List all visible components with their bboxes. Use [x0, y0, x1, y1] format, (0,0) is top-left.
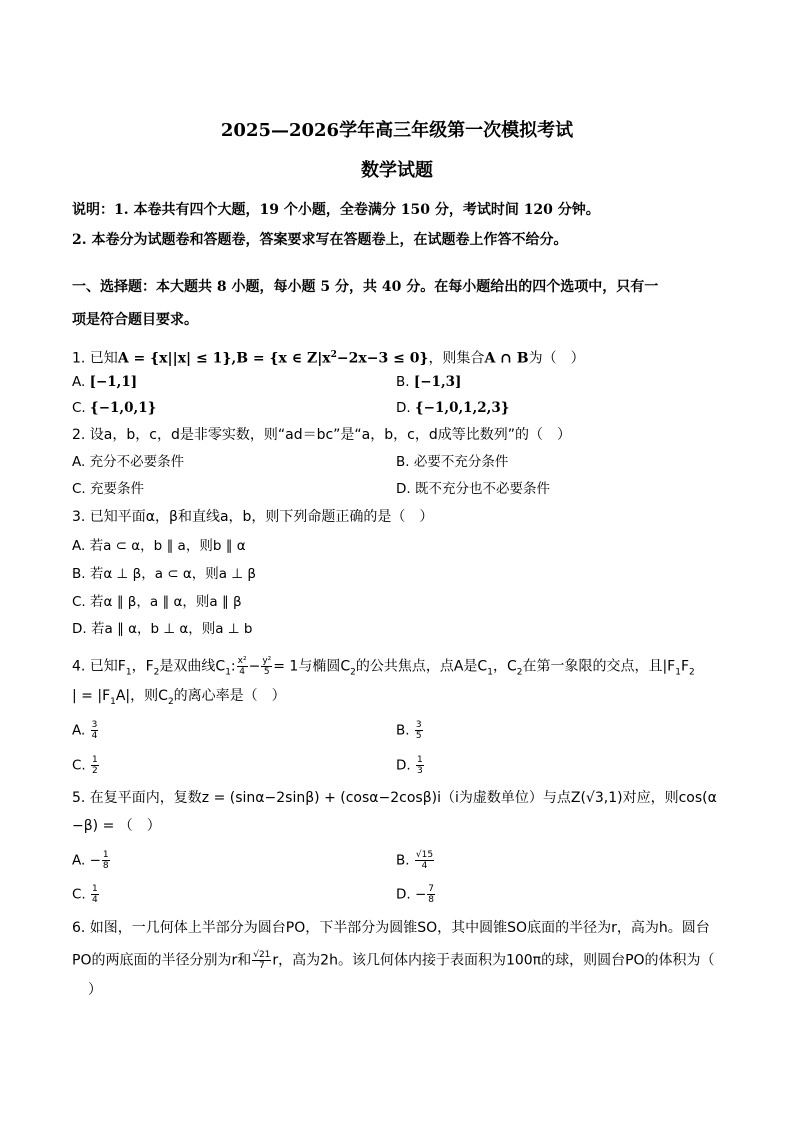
q1-option-b	[396, 373, 461, 391]
question-1-stem	[72, 346, 585, 368]
q4-sub: 2	[153, 667, 160, 678]
q4-option-b	[396, 720, 424, 741]
q1-math: A = {x||x| ≤ 1},B = {x ∈ Z|x	[117, 350, 331, 367]
q4-text: F	[680, 658, 690, 675]
q3-option-a: A. 若a ⊂ α，b ∥ a，则b ∥ α	[72, 538, 246, 554]
q4-sub: 2	[167, 696, 174, 707]
question-2-stem: 2. 设a，b，c，d是非零实数，则“ad＝bc”是“a，b，c，d成等比数列”的（ ）	[72, 427, 571, 443]
q4-text: 在第一象限的交点，且|F	[522, 658, 676, 675]
fraction-numerator: 1	[416, 755, 423, 765]
fraction-denominator: 4	[92, 895, 98, 905]
q6-text: PO的两底面的半径分别为r和	[72, 952, 252, 969]
instruction-line-2: 2. 本卷分为试题卷和答题卷，答案要求写在答题卷上，在试题卷上作答不给分。	[72, 232, 568, 248]
option-label: A.	[72, 852, 90, 869]
question-3-stem: 3. 已知平面α，β和直线a，b，则下列命题正确的是（ ）	[72, 509, 434, 525]
option-fraction	[415, 850, 434, 871]
option-value: [−1,3]	[413, 374, 462, 390]
q4-sub: 2	[350, 667, 356, 678]
q4-text: = 1与椭圆C	[273, 658, 351, 675]
option-sign: −	[89, 852, 101, 869]
fraction-denominator: 5	[415, 731, 422, 741]
q4-sub: 2	[689, 667, 695, 678]
q4-text: 是双曲线C	[159, 658, 226, 675]
fraction-numerator: 1	[92, 755, 98, 765]
q1-option-a	[72, 373, 137, 391]
q4-sub: 1	[225, 667, 231, 678]
fraction-numerator: 1	[102, 850, 109, 860]
q1-prefix: 1. 已知	[72, 350, 118, 367]
q3-option-b: B. 若α ⊥ β，a ⊂ α，则a ⊥ β	[72, 566, 256, 582]
option-label: C.	[72, 757, 91, 774]
option-fraction	[427, 884, 435, 905]
fraction-denominator: 2	[92, 766, 98, 776]
q4-option-d	[396, 755, 425, 776]
q1-sup: 2	[330, 350, 337, 360]
q4-text: 的离心率是（ ）	[173, 688, 286, 704]
instruction-line-1: 说明：1. 本卷共有四个大题，19 个小题，全卷满分 150 分，考试时间 120 分钟。	[72, 202, 600, 218]
q5-option-b	[396, 850, 435, 871]
fraction-numerator: 7	[428, 884, 435, 894]
q2-option-b: B. 必要不充分条件	[396, 454, 509, 470]
fraction-denominator: 4	[91, 731, 98, 741]
option-label: B.	[396, 852, 414, 869]
q6-text: r，高为2h。该几何体内接于表面积为100π的球，则圆台PO的体积为（	[272, 952, 715, 969]
option-fraction	[91, 755, 99, 776]
option-fraction	[102, 850, 110, 871]
q4-text: A|，则C	[115, 688, 168, 704]
option-label: D.	[396, 400, 415, 416]
option-label: B.	[396, 722, 414, 739]
section-heading-line-1: 一、选择题：本大题共 8 小题，每小题 5 分，共 40 分。在每小题给出的四个选项中，只有一	[72, 279, 659, 295]
fraction-denominator: 5	[263, 667, 270, 677]
option-fraction	[91, 884, 99, 905]
exam-title: 2025—2026学年高三年级第一次模拟考试	[220, 120, 574, 141]
q3-option-c: C. 若α ∥ β，a ∥ α，则a ∥ β	[72, 594, 242, 610]
q4-sub: 1	[675, 667, 681, 678]
fraction-numerator: 1	[92, 884, 98, 894]
q5-option-a	[72, 850, 111, 871]
q2-option-a: A. 充分不必要条件	[72, 454, 185, 470]
exam-subtitle: 数学试题	[361, 160, 433, 181]
q1-math-3: A ∩ B	[484, 350, 529, 367]
q4-sub: 1	[125, 667, 132, 678]
q4-sub: 2	[516, 667, 523, 678]
option-fraction	[91, 720, 99, 741]
fraction-numerator: x²	[237, 656, 247, 666]
q4-text: 的公共焦点，点A是C	[355, 658, 488, 675]
section-heading-line-2: 项是符合题目要求。	[72, 312, 198, 328]
radius-fraction	[252, 950, 271, 971]
q5-option-d	[396, 884, 436, 905]
q4-text: :	[230, 658, 236, 675]
q4-text: ，F	[131, 658, 154, 675]
fraction-numerator: √21	[253, 950, 271, 960]
q1-option-d	[396, 399, 509, 417]
fraction-denominator: 7	[258, 961, 265, 971]
hyperbola-x-fraction	[237, 656, 248, 677]
q4-text: | = |F	[72, 688, 111, 704]
question-4-stem-line-2	[72, 687, 286, 711]
q1-option-c	[72, 399, 156, 417]
q4-text: 4. 已知F	[72, 658, 126, 675]
fraction-denominator: 8	[428, 895, 435, 905]
option-label: C.	[72, 400, 91, 416]
question-6-stem-line-2	[72, 950, 715, 971]
fraction-denominator: 4	[421, 861, 428, 871]
q2-option-c: C. 充要条件	[72, 481, 145, 497]
q1-middle: ，则集合	[428, 350, 485, 367]
q2-option-d: D. 既不充分也不必要条件	[396, 481, 550, 497]
question-5-stem-line-1: 5. 在复平面内，复数z = (sinα−2sinβ) + (cosα−2cosβ)i（i为虚数单位）与点Z(√3,1)对应，则cos(α	[72, 790, 717, 806]
option-sign: −	[414, 886, 427, 903]
question-6-stem-line-3: ）	[88, 982, 102, 998]
option-label: A.	[72, 374, 90, 390]
q4-text: ，C	[492, 658, 517, 675]
option-label: C.	[72, 886, 91, 903]
q4-minus: −	[248, 658, 261, 675]
option-label: B.	[396, 374, 414, 390]
q4-option-a	[72, 720, 99, 741]
q1-end: 为（ ）	[528, 350, 585, 367]
fraction-numerator: 3	[415, 720, 422, 730]
q5-option-c	[72, 884, 100, 905]
option-value: {−1,0,1}	[90, 400, 157, 416]
fraction-numerator: y²	[262, 656, 272, 666]
option-label: D.	[396, 886, 415, 903]
fraction-denominator: 4	[239, 667, 245, 677]
fraction-denominator: 8	[102, 861, 109, 871]
q4-sub: 1	[487, 667, 493, 678]
option-fraction	[415, 720, 423, 741]
fraction-numerator: 3	[91, 720, 98, 730]
option-value: {−1,0,1,2,3}	[414, 400, 510, 416]
option-label: A.	[72, 722, 90, 739]
q4-sub: 1	[110, 696, 116, 707]
hyperbola-y-fraction	[261, 656, 272, 677]
question-4-stem-line-1	[72, 656, 695, 681]
question-6-stem-line-1: 6. 如图，一几何体上半部分为圆台PO，下半部分为圆锥SO，其中圆锥SO底面的半径为r，高为h。圆台	[72, 920, 710, 936]
fraction-numerator: √15	[415, 850, 434, 860]
option-value: [−1,1]	[89, 374, 138, 390]
option-fraction	[416, 755, 424, 776]
option-label: D.	[396, 757, 415, 774]
q4-option-c	[72, 755, 100, 776]
fraction-denominator: 3	[416, 766, 423, 776]
question-5-stem-line-2: −β) = （ ）	[72, 818, 161, 834]
q3-option-d: D. 若a ∥ α，b ⊥ α，则a ⊥ b	[72, 621, 253, 637]
q1-math-2: −2x−3 ≤ 0}	[336, 350, 429, 367]
